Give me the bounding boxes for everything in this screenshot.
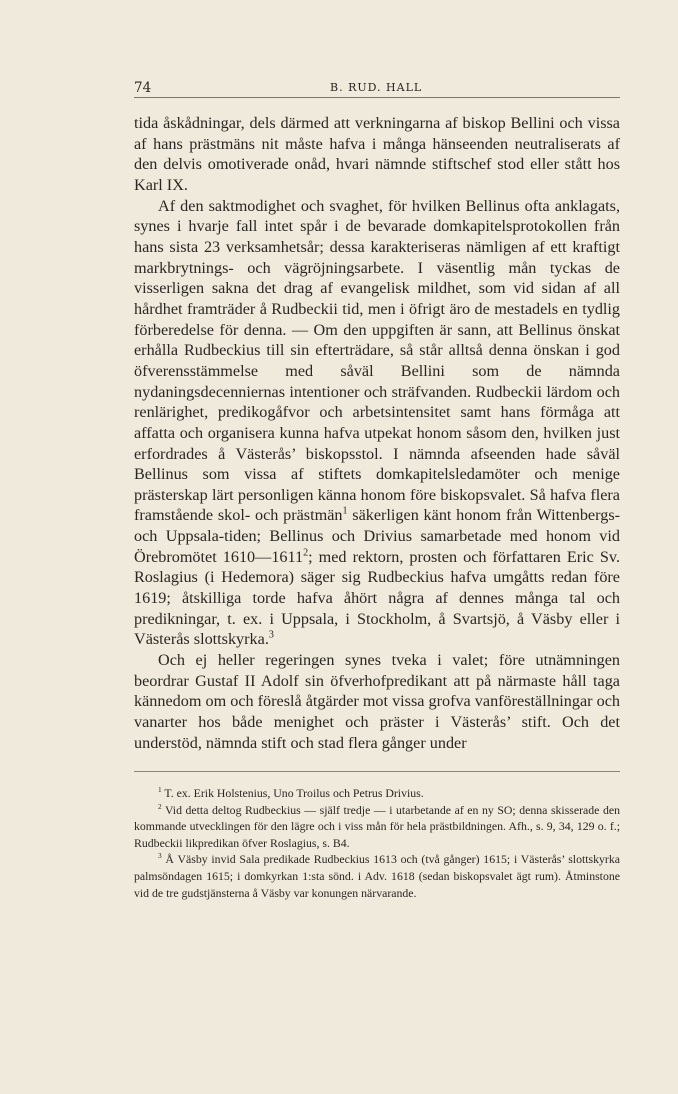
footnote-2-mark: 2: [158, 801, 162, 811]
footnote-1-text: T. ex. Erik Holstenius, Uno Troilus och Petrus Drivius.: [161, 786, 424, 800]
footnote-rule: [134, 771, 620, 772]
footnote-2-text: Vid detta deltog Rudbeckius — själf tredje — i utarbetande af en ny SO; denna skisserade den kommande utvecklingen för den lägre och i viss mån för hela prästbildningen. Afh., s. 9, 34, 129 o. f.; Rudbeckii likpredikan öfver Roslagius, s. B4.: [134, 802, 620, 850]
paragraph-2-part-a: Af den saktmodighet och svaghet, för hvilken Bellinus ofta anklagats, synes i hvarje fall intet spår i de bevarade domkapitelsprotokollen från hans sista 23 verksamhetsår; dessa karakteriseras nämligen af ett kraftigt markbrytnings- och vägröjningsarbete. I väsentlig mån tyckas de visserligen sakna det drag af evangelisk mildhet, som vid sidan af all hårdhet framträder å Rudbeckii tid, men i öfrigt äro de mestadels en tydlig förberedelse för denna. — Om den uppgiften är sann, att Bellinus önskat erhålla Rudbeckius till sin efterträdare, så står alltså denna önskan i god öfverensstämmelse med såväl Bellini som de nämnda nydaningsdecenniernas intentioner och sträfvanden. Rudbeckii lärdom och renlärighet, predikogåfvor och arbetsintensitet samt hans förmåga att affatta och organisera kunna hafva utpekat honom såsom den, hvilken just erfordrades å Västerås’ biskopsstol. I nämnda afseenden hade såväl Bellinus som vissa af stiftets domkapitelsledamöter och menige prästerskap lärt personligen känna honom före biskopsvalet. Så hafva flera framstående skol- och prästmän: [134, 196, 620, 525]
footnote-ref-2: 2: [303, 547, 309, 559]
footnote-ref-3: 3: [268, 630, 274, 642]
running-head: B. RUD. HALL: [330, 81, 423, 94]
page-number: 74: [134, 80, 152, 96]
paragraph-2: [134, 196, 620, 650]
paragraph-2-part-c: ; med rektorn, prosten och författaren Eric Sv. Roslagius (i Hedemora) säger sig Rudbeckius hafva umgåtts redan före 1619; åtskilliga torde hafva åhört några af dennes många tal och predikningar, t. ex. i Uppsala, i Stockholm, å Svartsjö, å Väsby eller i Västerås slottskyrka.: [134, 547, 620, 649]
footnote-1-mark: 1: [158, 785, 162, 795]
paragraph-3: Och ej heller regeringen synes tveka i valet; före utnämningen beordrar Gustaf II Adolf sin öfverhofpredikant att på närmaste håll taga kännedom om och föreslå åtgärder mot vissa grofva vanföreställningar och vanarter hos både menighet och präster i Västerås’ stift. Och det understöd, nämnda stift och stad flera gånger under: [134, 651, 620, 752]
body-text: [134, 113, 620, 753]
footnote-3-mark: 3: [158, 851, 162, 861]
page-header: [134, 80, 620, 98]
paragraph-2-part-b: säkerligen känt honom från Wittenbergs- och Uppsala-tiden; Bellinus och Drivius samarbetade med honom vid Örebromötet 1610—1611: [134, 506, 621, 566]
header-rule: [134, 97, 620, 98]
footnote-ref-1: 1: [342, 506, 348, 518]
footnotes: [134, 785, 620, 901]
footnote-3-text: Å Väsby invid Sala predikade Rudbeckius 1613 och (två gånger) 1615; i Västerås’ slottskyrka palmsöndagen 1615; i domkyrkan 1:sta sönd. i Adv. 1618 (sedan biskopsvalet ägt rum). Åtminstone vid de tre gudstjänsterna å Väsby var konungen närvarande.: [134, 852, 620, 900]
footnote-3: [134, 851, 620, 901]
footnote-2: [134, 802, 620, 852]
footnote-1: [134, 785, 620, 802]
paragraph-1: tida åskådningar, dels därmed att verkningarna af biskop Bellini och vissa af hans prästmäns nit måste hafva i många hänseenden neutraliserats af den delvis omotiverade onåd, hvari nämnde stiftschef stod eller stått hos Karl IX.: [134, 114, 620, 194]
